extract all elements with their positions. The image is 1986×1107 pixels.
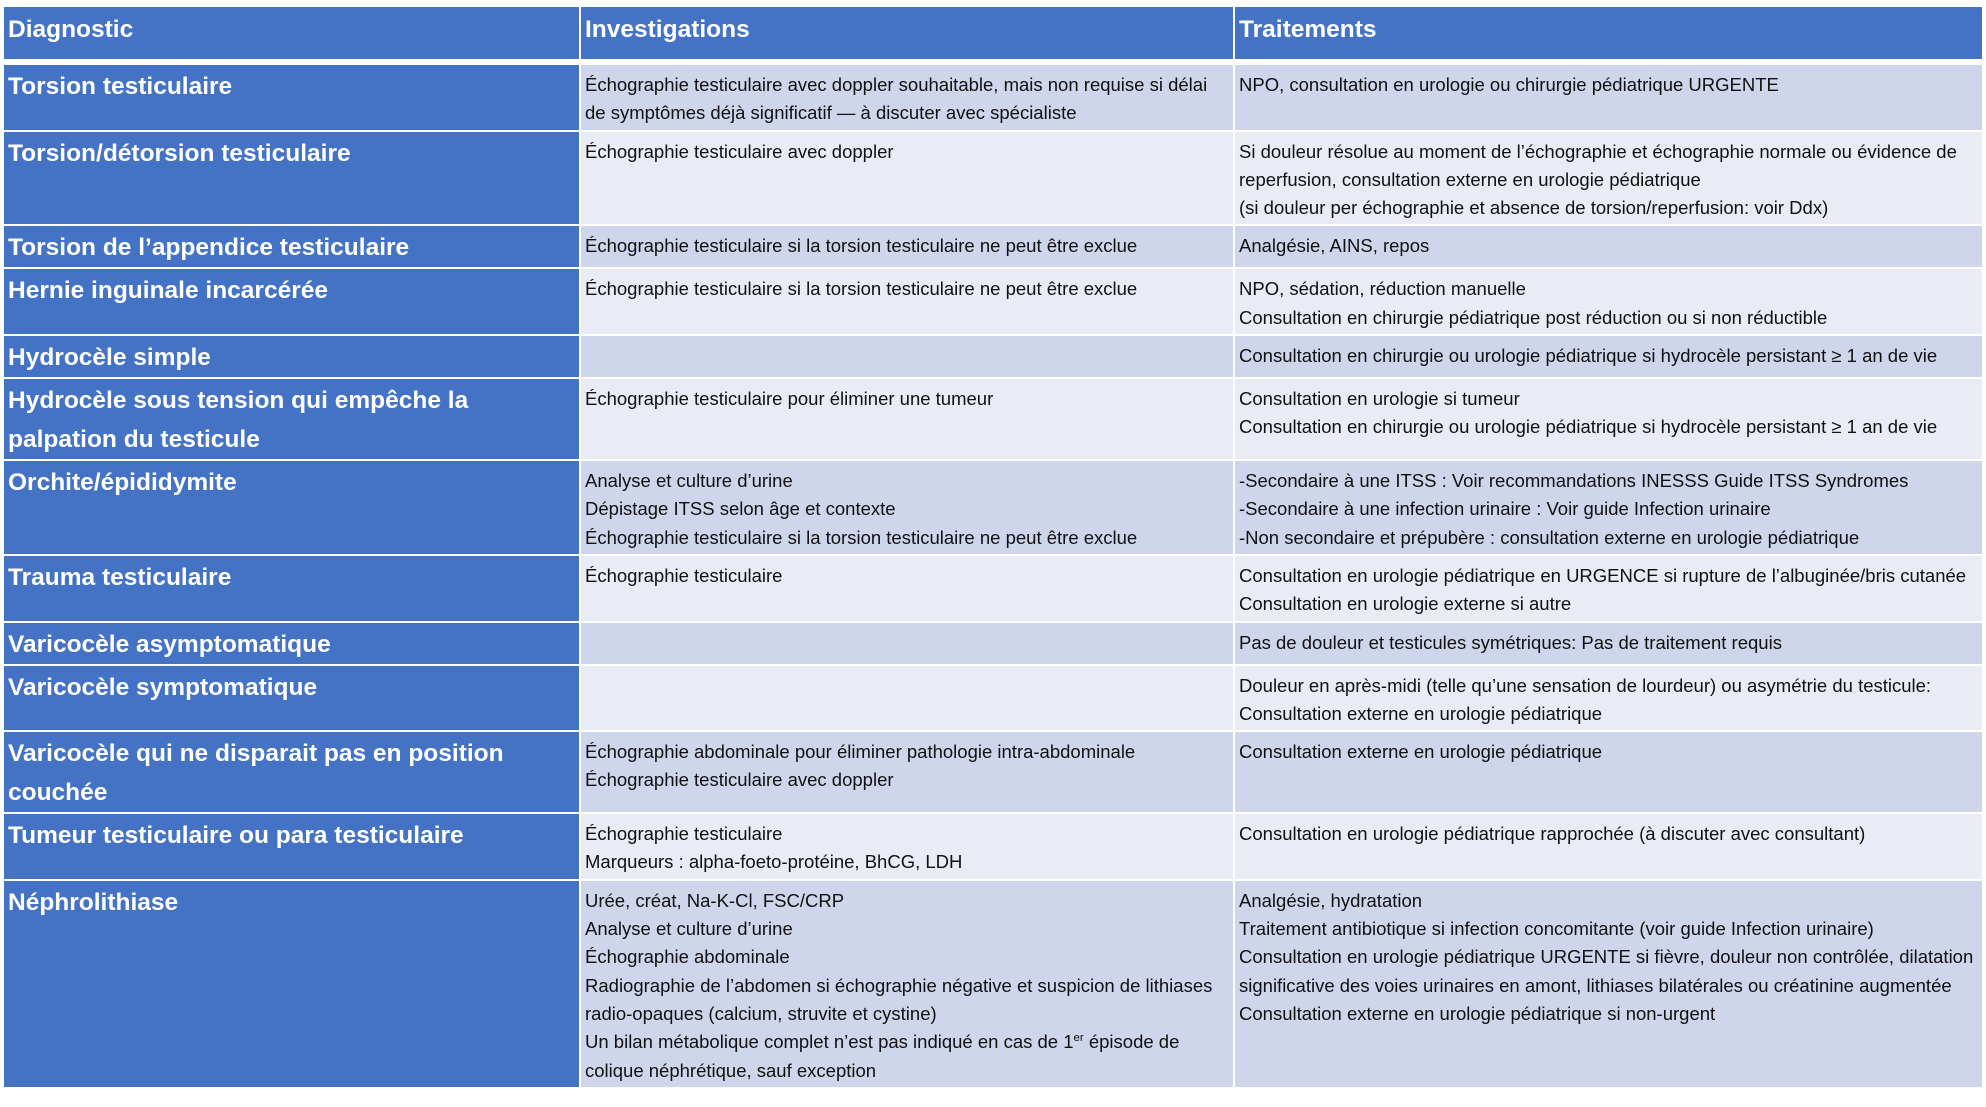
traitements-cell xyxy=(1234,268,1983,335)
traitement-line: Consultation en chirurgie pédiatrique post réduction ou si non réductible xyxy=(1239,306,1828,328)
investigation-line: Urée, créat, Na-K-Cl, FSC/CRP xyxy=(585,889,845,911)
investigation-line: Échographie abdominale pour éliminer pathologie intra-abdominale xyxy=(585,741,1136,763)
traitements-cell xyxy=(1234,813,1983,880)
traitement-line: Douleur en après-midi (telle qu’une sensation de lourdeur) ou asymétrie du testicule: Consultation externe en urologie pédiatrique xyxy=(1239,674,1932,724)
investigation-line: Marqueurs : alpha-foeto-protéine, BhCG, LDH xyxy=(585,851,963,873)
traitements-cell xyxy=(1234,665,1983,732)
traitements-cell xyxy=(1234,555,1983,622)
table-row xyxy=(3,731,1983,813)
diagnostic-table xyxy=(2,5,1984,1089)
traitements-cell xyxy=(1234,378,1983,460)
diagnostic-cell: Hydrocèle sous tension qui empêche la palpation du testicule xyxy=(3,378,580,460)
header-diagnostic: Diagnostic xyxy=(3,6,580,62)
investigation-line: Échographie testiculaire si la torsion testiculaire ne peut être exclue xyxy=(585,235,1138,257)
traitements-cell xyxy=(1234,62,1983,131)
traitement-line: Analgésie, hydratation xyxy=(1239,889,1423,911)
traitement-line: Consultation externe en urologie pédiatrique si non-urgent xyxy=(1239,1002,1716,1024)
investigation-line: Échographie testiculaire xyxy=(585,823,783,845)
diagnostic-cell: Torsion testiculaire xyxy=(3,62,580,131)
table-body xyxy=(3,62,1983,1088)
diagnostic-cell: Varicocèle symptomatique xyxy=(3,665,580,732)
table-row xyxy=(3,62,1983,131)
investigations-cell xyxy=(580,731,1234,813)
investigation-line: Échographie testiculaire pour éliminer une tumeur xyxy=(585,388,994,410)
traitement-line: Consultation en urologie pédiatrique en URGENCE si rupture de l’albuginée/bris cutanée xyxy=(1239,564,1967,586)
traitements-cell xyxy=(1234,131,1983,226)
diagnostic-table-wrapper xyxy=(2,5,1982,1089)
investigation-line: Radiographie de l’abdomen si échographie négative et suspicion de lithiases radio-opaques (calcium, struvite et cystine) xyxy=(585,974,1213,1024)
investigation-line xyxy=(585,1028,1229,1085)
table-header-row xyxy=(3,6,1983,62)
traitement-line: Consultation en urologie pédiatrique rapprochée (à discuter avec consultant) xyxy=(1239,823,1866,845)
investigations-cell xyxy=(580,335,1234,378)
investigation-text-part: Un bilan métabolique complet n’est pas indiqué en cas de 1 xyxy=(585,1031,1074,1053)
investigation-line: Échographie testiculaire avec doppler souhaitable, mais non requise si délai de symptômes déjà significatif — à discuter avec spécialiste xyxy=(585,74,1208,124)
table-row xyxy=(3,880,1983,1088)
investigation-line: Analyse et culture d’urine xyxy=(585,918,793,940)
investigation-line: Dépistage ITSS selon âge et contexte xyxy=(585,498,896,520)
diagnostic-cell: Torsion/détorsion testiculaire xyxy=(3,131,580,226)
traitement-line: Consultation en urologie externe si autre xyxy=(1239,593,1572,615)
traitement-line: NPO, consultation en urologie ou chirurgie pédiatrique URGENTE xyxy=(1239,74,1779,95)
investigations-cell xyxy=(580,62,1234,131)
traitement-line: -Secondaire à une ITSS : Voir recommandations INESSS Guide ITSS Syndromes xyxy=(1239,470,1909,492)
investigations-cell xyxy=(580,813,1234,880)
table-row xyxy=(3,378,1983,460)
traitement-line: -Secondaire à une infection urinaire : Voir guide Infection urinaire xyxy=(1239,498,1771,520)
traitements-cell xyxy=(1234,622,1983,665)
investigations-cell xyxy=(580,131,1234,226)
investigations-cell xyxy=(580,460,1234,555)
traitement-line: Si douleur résolue au moment de l’échographie et échographie normale ou évidence de reperfusion, consultation externe en urologie pédiatrique xyxy=(1239,140,1957,190)
traitements-cell xyxy=(1234,225,1983,268)
traitement-line: Consultation en chirurgie ou urologie pédiatrique si hydrocèle persistant ≥ 1 an de vie xyxy=(1239,416,1938,438)
investigations-cell xyxy=(580,622,1234,665)
diagnostic-cell: Trauma testiculaire xyxy=(3,555,580,622)
investigation-line: Échographie testiculaire avec doppler xyxy=(585,140,894,162)
header-investigations: Investigations xyxy=(580,6,1234,62)
table-row xyxy=(3,622,1983,665)
traitement-line: (si douleur per échographie et absence de torsion/reperfusion: voir Ddx) xyxy=(1239,197,1829,219)
traitement-line: Traitement antibiotique si infection concomitante (voir guide Infection urinaire) xyxy=(1239,918,1874,940)
traitement-line: Analgésie, AINS, repos xyxy=(1239,235,1430,257)
investigation-line: Échographie testiculaire si la torsion testiculaire ne peut être exclue xyxy=(585,526,1138,548)
investigation-line: Échographie testiculaire si la torsion testiculaire ne peut être exclue xyxy=(585,278,1138,300)
table-row xyxy=(3,665,1983,732)
investigations-cell xyxy=(580,880,1234,1088)
traitements-cell xyxy=(1234,880,1983,1088)
investigations-cell xyxy=(580,225,1234,268)
investigation-line: Analyse et culture d’urine xyxy=(585,470,793,492)
traitements-cell xyxy=(1234,335,1983,378)
table-row xyxy=(3,335,1983,378)
investigations-cell xyxy=(580,665,1234,732)
traitements-cell xyxy=(1234,731,1983,813)
investigation-line: Échographie abdominale xyxy=(585,946,790,968)
traitement-line: Consultation externe en urologie pédiatrique xyxy=(1239,741,1603,763)
traitement-line: Consultation en urologie si tumeur xyxy=(1239,388,1520,410)
traitement-line: NPO, sédation, réduction manuelle xyxy=(1239,278,1526,300)
ordinal-superscript: er xyxy=(1073,1032,1084,1045)
investigations-cell xyxy=(580,555,1234,622)
investigations-cell xyxy=(580,268,1234,335)
diagnostic-cell: Tumeur testiculaire ou para testiculaire xyxy=(3,813,580,880)
diagnostic-cell: Hydrocèle simple xyxy=(3,335,580,378)
investigation-line: Échographie testiculaire avec doppler xyxy=(585,769,894,791)
table-row xyxy=(3,813,1983,880)
table-row xyxy=(3,131,1983,226)
traitement-line: Consultation en urologie pédiatrique URGENTE si fièvre, douleur non contrôlée, dilatation significative des voies urinaires en amont, lithiases bilatérales ou créatinine augmentée xyxy=(1239,946,1974,996)
investigations-cell xyxy=(580,378,1234,460)
table-row xyxy=(3,555,1983,622)
table-row xyxy=(3,225,1983,268)
traitements-cell xyxy=(1234,460,1983,555)
table-row xyxy=(3,268,1983,335)
diagnostic-cell: Varicocèle asymptomatique xyxy=(3,622,580,665)
traitement-line: -Non secondaire et prépubère : consultation externe en urologie pédiatrique xyxy=(1239,526,1860,548)
table-row xyxy=(3,460,1983,555)
investigation-text-part: épisode de colique néphrétique, sauf exception xyxy=(585,1031,1180,1081)
traitement-line: Pas de douleur et testicules symétriques: Pas de traitement requis xyxy=(1239,631,1782,653)
diagnostic-cell: Orchite/épididymite xyxy=(3,460,580,555)
header-traitements: Traitements xyxy=(1234,6,1983,62)
traitement-line: Consultation en chirurgie ou urologie pédiatrique si hydrocèle persistant ≥ 1 an de vie xyxy=(1239,345,1938,367)
diagnostic-cell: Hernie inguinale incarcérée xyxy=(3,268,580,335)
investigation-line: Échographie testiculaire xyxy=(585,564,783,586)
diagnostic-cell: Torsion de l’appendice testiculaire xyxy=(3,225,580,268)
diagnostic-cell: Néphrolithiase xyxy=(3,880,580,1088)
diagnostic-cell: Varicocèle qui ne disparait pas en position couchée xyxy=(3,731,580,813)
